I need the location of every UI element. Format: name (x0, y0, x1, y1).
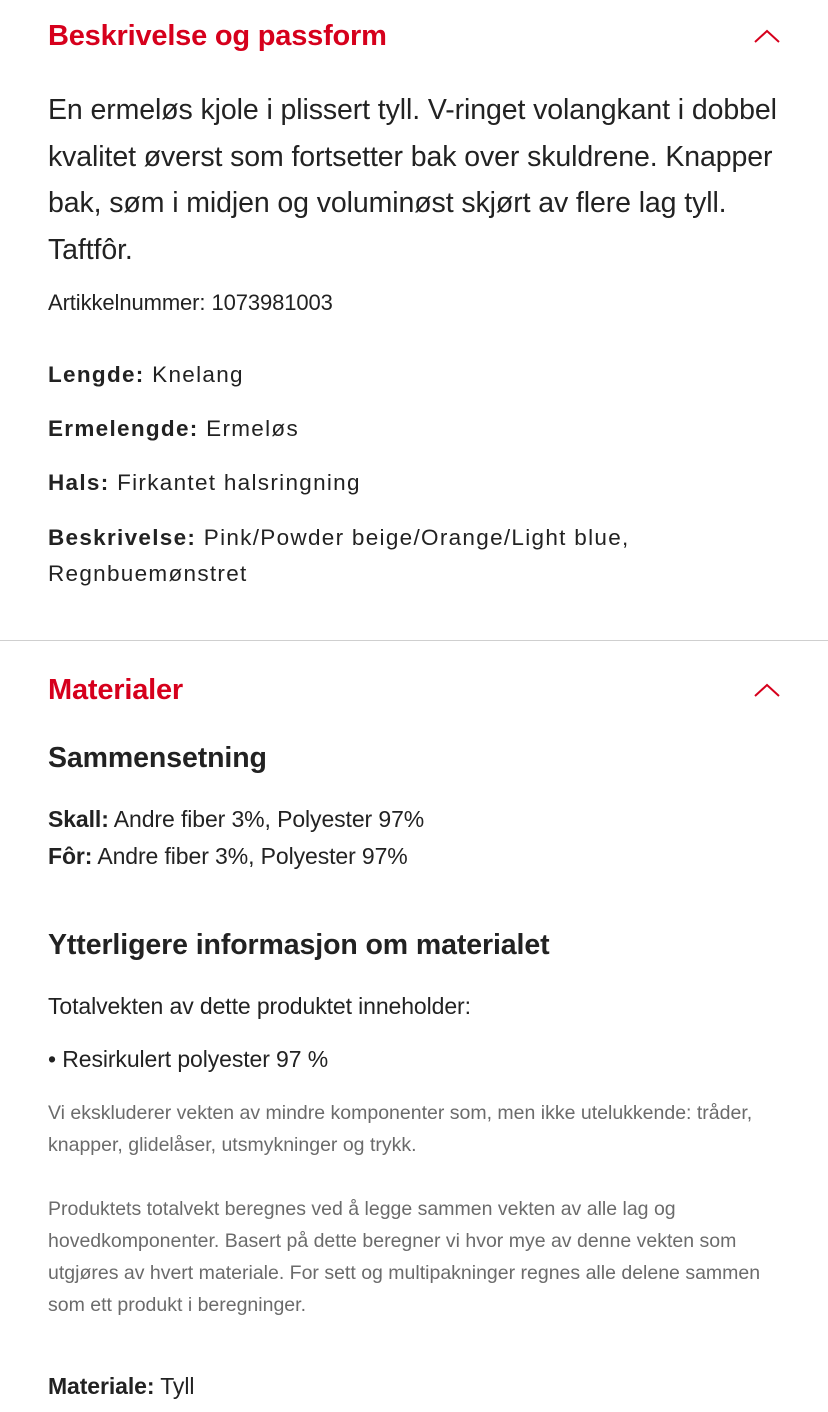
chevron-up-icon[interactable] (752, 680, 782, 700)
exclusion-note: Vi ekskluderer vekten av mindre komponenter som, men ikke utelukkende: tråder, knapper, glidelåser, utsmykninger og trykk. (48, 1102, 753, 1156)
attribute-sleeve-length (48, 411, 788, 447)
section-title: Beskrivelse og passform (48, 19, 387, 52)
attribute-value: Knelang (152, 362, 244, 387)
total-weight-item: • Resirkulert polyester 97 % (48, 1046, 329, 1072)
material-label: Materiale: (48, 1373, 155, 1399)
article-number-value: 1073981003 (211, 290, 333, 315)
composition-lining (48, 843, 408, 870)
section-divider (0, 640, 828, 641)
composition-value: Andre fiber 3%, Polyester 97% (97, 843, 408, 869)
article-number-label: Artikkelnummer: (48, 290, 206, 315)
attribute-value: Firkantet halsringning (117, 470, 361, 495)
composition-value: Andre fiber 3%, Polyester 97% (113, 806, 425, 832)
composition-label: Skall: (48, 806, 109, 832)
chevron-up-icon[interactable] (752, 26, 782, 46)
attribute-label: Lengde: (48, 362, 145, 387)
attribute-length (48, 357, 788, 393)
attribute-description (48, 520, 788, 592)
composition-shell (48, 806, 424, 833)
calculation-note: Produktets totalvekt beregnes ved å legge sammen vekten av alle lag og hovedkomponenter. Basert på dette beregner vi hvor mye av denne vekten som utgjøres av hvert materiale. For sett og multipakninger regnes alle delene sammen som ett produkt i beregninger. (48, 1198, 761, 1316)
material-value: Tyll (160, 1373, 195, 1399)
attribute-neckline (48, 465, 788, 501)
attribute-value: Ermeløs (206, 416, 300, 441)
description-section-header[interactable] (48, 16, 780, 56)
attribute-label: Hals: (48, 470, 110, 495)
attribute-label: Ermelengde: (48, 416, 199, 441)
attribute-label: Beskrivelse: (48, 525, 197, 550)
total-weight-intro: Totalvekten av dette produktet inneholder: (48, 993, 471, 1019)
composition-label: Fôr: (48, 843, 93, 869)
additional-info-heading: Ytterligere informasjon om materialet (48, 929, 550, 961)
material-type (48, 1373, 194, 1400)
composition-heading: Sammensetning (48, 742, 267, 774)
product-description: En ermeløs kjole i plissert tyll. V-ringet volangkant i dobbel kvalitet øverst som fortsetter bak over skuldrene. Knapper bak, søm i midjen og voluminøst skjørt av flere lag tyll. Taftfôr. (48, 94, 777, 266)
attribute-value: Pink/Powder beige/Orange/Light blue, Regnbuemønstret (48, 525, 630, 586)
section-title: Materialer (48, 673, 184, 706)
materials-section-header[interactable] (48, 670, 780, 710)
article-number (48, 290, 333, 316)
